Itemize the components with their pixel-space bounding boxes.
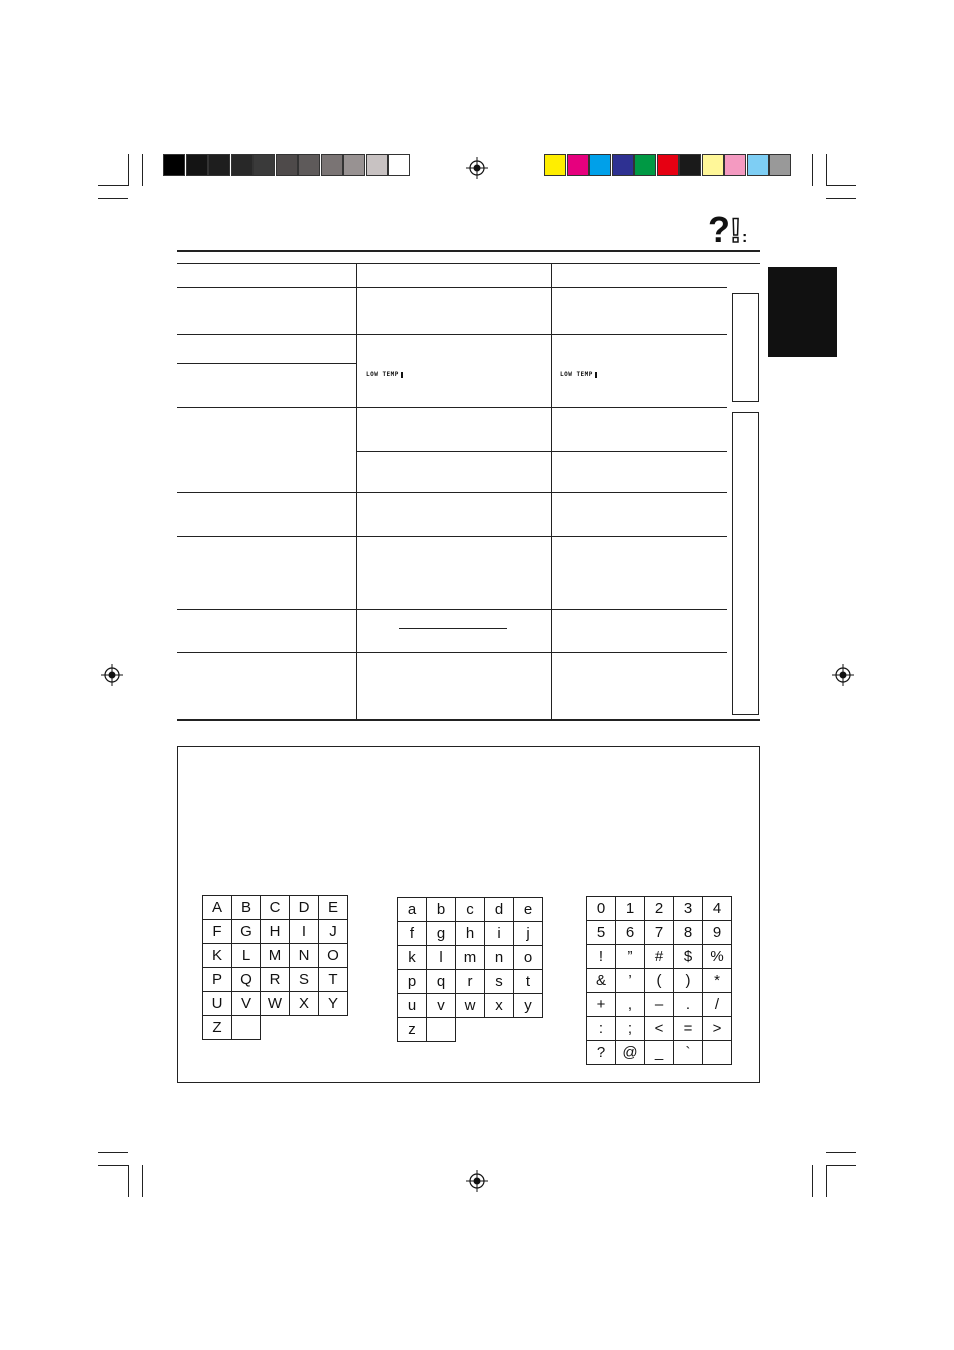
character-cell: & bbox=[587, 969, 616, 993]
color-swatch bbox=[567, 154, 589, 176]
character-row bbox=[203, 1016, 348, 1040]
section-tab bbox=[768, 267, 837, 357]
character-cell bbox=[427, 1018, 456, 1042]
character-row bbox=[398, 1018, 543, 1042]
character-cell: a bbox=[398, 898, 427, 922]
character-cell: ” bbox=[616, 945, 645, 969]
character-row bbox=[203, 920, 348, 944]
character-cell: g bbox=[427, 922, 456, 946]
registration-mark-left bbox=[101, 664, 123, 686]
registration-mark-top bbox=[466, 157, 488, 179]
character-row bbox=[587, 897, 732, 921]
character-cell: o bbox=[514, 946, 543, 970]
character-cell: X bbox=[290, 992, 319, 1016]
calibration-swatch bbox=[186, 154, 208, 176]
character-cell: w bbox=[456, 994, 485, 1018]
character-row bbox=[587, 921, 732, 945]
color-swatch bbox=[747, 154, 769, 176]
character-cell: > bbox=[703, 1017, 732, 1041]
character-cell: n bbox=[485, 946, 514, 970]
side-box-bottom bbox=[732, 412, 759, 715]
blank-cell bbox=[485, 1018, 514, 1042]
character-cell: c bbox=[456, 898, 485, 922]
character-row bbox=[398, 994, 543, 1018]
character-row bbox=[398, 922, 543, 946]
character-cell: * bbox=[703, 969, 732, 993]
color-swatch bbox=[702, 154, 724, 176]
character-cell: ! bbox=[587, 945, 616, 969]
character-cell: k bbox=[398, 946, 427, 970]
character-row bbox=[203, 992, 348, 1016]
character-cell: e bbox=[514, 898, 543, 922]
character-cell: ) bbox=[674, 969, 703, 993]
character-cell: Q bbox=[232, 968, 261, 992]
character-cell: G bbox=[232, 920, 261, 944]
character-cell: i bbox=[485, 922, 514, 946]
character-cell: 1 bbox=[616, 897, 645, 921]
calibration-swatch bbox=[253, 154, 275, 176]
character-cell: V bbox=[232, 992, 261, 1016]
character-row bbox=[203, 896, 348, 920]
calibration-swatch bbox=[163, 154, 185, 176]
low-temp-indicator-2 bbox=[560, 372, 597, 378]
character-cell: . bbox=[674, 993, 703, 1017]
character-cell: 7 bbox=[645, 921, 674, 945]
question-exclamation-icon bbox=[708, 210, 760, 246]
blank-cell bbox=[319, 1016, 348, 1040]
character-cell: : bbox=[587, 1017, 616, 1041]
character-cell: ` bbox=[674, 1041, 703, 1065]
symbol-character-grid bbox=[586, 896, 732, 1065]
character-cell: S bbox=[290, 968, 319, 992]
character-cell: Y bbox=[319, 992, 348, 1016]
underline-mark bbox=[399, 628, 507, 629]
character-cell: Z bbox=[203, 1016, 232, 1040]
color-swatch bbox=[544, 154, 566, 176]
registration-mark-bottom bbox=[466, 1170, 488, 1192]
calibration-swatch bbox=[366, 154, 388, 176]
color-swatch bbox=[589, 154, 611, 176]
character-cell: + bbox=[587, 993, 616, 1017]
character-cell: P bbox=[203, 968, 232, 992]
character-cell: 9 bbox=[703, 921, 732, 945]
low-temp-text: LOW TEMP bbox=[366, 371, 399, 378]
character-cell: R bbox=[261, 968, 290, 992]
character-row bbox=[203, 968, 348, 992]
character-cell: 2 bbox=[645, 897, 674, 921]
blank-cell bbox=[290, 1016, 319, 1040]
character-row bbox=[398, 970, 543, 994]
character-cell: T bbox=[319, 968, 348, 992]
character-row bbox=[587, 945, 732, 969]
color-swatch bbox=[612, 154, 634, 176]
character-cell: u bbox=[398, 994, 427, 1018]
character-cell: M bbox=[261, 944, 290, 968]
color-swatch bbox=[679, 154, 701, 176]
blank-cell bbox=[261, 1016, 290, 1040]
calibration-swatch bbox=[343, 154, 365, 176]
character-row bbox=[587, 1041, 732, 1065]
calibration-swatch bbox=[208, 154, 230, 176]
calibration-swatch bbox=[231, 154, 253, 176]
low-temp-text: LOW TEMP bbox=[560, 371, 593, 378]
svg-text::: : bbox=[742, 229, 748, 246]
color-swatch bbox=[657, 154, 679, 176]
character-row bbox=[587, 993, 732, 1017]
character-cell: f bbox=[398, 922, 427, 946]
color-swatch bbox=[634, 154, 656, 176]
character-cell: K bbox=[203, 944, 232, 968]
character-cell: O bbox=[319, 944, 348, 968]
character-cell: m bbox=[456, 946, 485, 970]
svg-text:!: ! bbox=[730, 212, 742, 246]
character-cell: J bbox=[319, 920, 348, 944]
calibration-swatch bbox=[276, 154, 298, 176]
color-swatch bbox=[769, 154, 791, 176]
calibration-swatch bbox=[298, 154, 320, 176]
calibration-swatch bbox=[388, 154, 410, 176]
character-cell: ( bbox=[645, 969, 674, 993]
character-cell: 4 bbox=[703, 897, 732, 921]
character-cell: $ bbox=[674, 945, 703, 969]
character-cell: A bbox=[203, 896, 232, 920]
character-cell: ’ bbox=[616, 969, 645, 993]
character-cell: 8 bbox=[674, 921, 703, 945]
character-cell: F bbox=[203, 920, 232, 944]
character-cell: I bbox=[290, 920, 319, 944]
blank-cell bbox=[456, 1018, 485, 1042]
character-cell: H bbox=[261, 920, 290, 944]
character-row bbox=[398, 898, 543, 922]
calibration-swatch bbox=[321, 154, 343, 176]
character-cell: D bbox=[290, 896, 319, 920]
character-row bbox=[203, 944, 348, 968]
character-cell: v bbox=[427, 994, 456, 1018]
character-cell: – bbox=[645, 993, 674, 1017]
character-cell: / bbox=[703, 993, 732, 1017]
character-cell: C bbox=[261, 896, 290, 920]
character-cell: j bbox=[514, 922, 543, 946]
blank-cell bbox=[514, 1018, 543, 1042]
character-cell: = bbox=[674, 1017, 703, 1041]
character-cell: d bbox=[485, 898, 514, 922]
character-cell: b bbox=[427, 898, 456, 922]
character-cell: 6 bbox=[616, 921, 645, 945]
character-cell: t bbox=[514, 970, 543, 994]
character-cell: # bbox=[645, 945, 674, 969]
side-box-top bbox=[732, 293, 759, 402]
character-cell: U bbox=[203, 992, 232, 1016]
character-cell: N bbox=[290, 944, 319, 968]
character-cell bbox=[703, 1041, 732, 1065]
character-cell: < bbox=[645, 1017, 674, 1041]
character-cell: @ bbox=[616, 1041, 645, 1065]
character-cell: z bbox=[398, 1018, 427, 1042]
character-cell: l bbox=[427, 946, 456, 970]
character-cell: B bbox=[232, 896, 261, 920]
character-row bbox=[398, 946, 543, 970]
character-cell: ; bbox=[616, 1017, 645, 1041]
low-temp-indicator-1 bbox=[366, 372, 403, 378]
character-cell: _ bbox=[645, 1041, 674, 1065]
character-cell: s bbox=[485, 970, 514, 994]
character-cell: ? bbox=[587, 1041, 616, 1065]
uppercase-character-grid bbox=[202, 895, 348, 1040]
character-cell: y bbox=[514, 994, 543, 1018]
character-cell: 5 bbox=[587, 921, 616, 945]
character-cell: 3 bbox=[674, 897, 703, 921]
character-cell: L bbox=[232, 944, 261, 968]
character-row bbox=[587, 969, 732, 993]
character-cell bbox=[232, 1016, 261, 1040]
lowercase-character-grid bbox=[397, 897, 543, 1042]
character-cell: W bbox=[261, 992, 290, 1016]
character-cell: % bbox=[703, 945, 732, 969]
character-cell: r bbox=[456, 970, 485, 994]
registration-mark-right bbox=[832, 664, 854, 686]
character-cell: x bbox=[485, 994, 514, 1018]
character-row bbox=[587, 1017, 732, 1041]
character-cell: h bbox=[456, 922, 485, 946]
character-cell: q bbox=[427, 970, 456, 994]
character-cell: E bbox=[319, 896, 348, 920]
character-cell: p bbox=[398, 970, 427, 994]
character-cell: , bbox=[616, 993, 645, 1017]
character-cell: 0 bbox=[587, 897, 616, 921]
svg-text:?: ? bbox=[708, 210, 730, 246]
color-swatch bbox=[724, 154, 746, 176]
